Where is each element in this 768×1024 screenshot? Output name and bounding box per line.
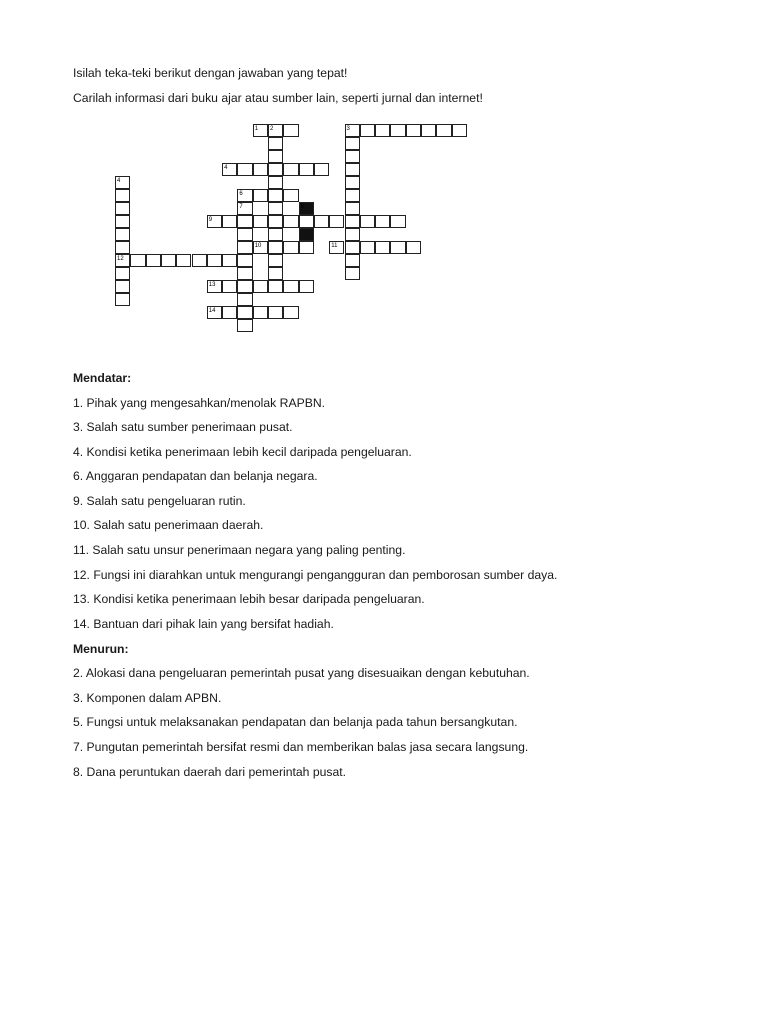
clue-number: 11: [331, 242, 338, 249]
crossword-cell[interactable]: [406, 241, 421, 254]
clue-number: 4: [224, 164, 228, 171]
across-clue: 14. Bantuan dari pihak lain yang bersifat hadiah.: [73, 617, 334, 631]
clue-number: 13: [208, 281, 216, 288]
crossword-cell[interactable]: [314, 163, 329, 176]
clue-number: 10: [254, 242, 262, 249]
crossword-cell[interactable]: [253, 163, 268, 176]
clue-number: 12: [117, 255, 124, 262]
down-heading: Menurun:: [73, 642, 129, 656]
crossword-cell[interactable]: [176, 254, 191, 267]
crossword-cell[interactable]: [253, 306, 268, 319]
across-clue: 12. Fungsi ini diarahkan untuk mengurangi pengangguran dan pemborosan sumber daya.: [73, 568, 558, 582]
crossword-cell[interactable]: [299, 241, 314, 254]
crossword-cell[interactable]: [237, 293, 252, 306]
crossword-cell[interactable]: [115, 202, 130, 215]
crossword-cell[interactable]: [390, 241, 405, 254]
crossword-cell[interactable]: [222, 306, 237, 319]
crossword-cell[interactable]: [406, 124, 421, 137]
across-clue: 10. Salah satu penerimaan daerah.: [73, 518, 264, 532]
crossword-cell[interactable]: [253, 280, 268, 293]
crossword-cell[interactable]: [268, 228, 283, 241]
crossword-cell[interactable]: [375, 124, 390, 137]
crossword-cell[interactable]: [237, 267, 252, 280]
down-clue: 7. Pungutan pemerintah bersifat resmi dan memberikan balas jasa secara langsung.: [73, 740, 529, 754]
crossword-grid: [0, 0, 768, 340]
clue-number: 8: [300, 203, 304, 210]
down-clue: 2. Alokasi dana pengeluaran pemerintah pusat yang disesuaikan dengan kebutuhan.: [73, 666, 530, 680]
crossword-cell[interactable]: [329, 215, 344, 228]
crossword-cell[interactable]: [375, 241, 390, 254]
crossword-cell[interactable]: [268, 176, 283, 189]
crossword-cell[interactable]: [115, 241, 130, 254]
crossword-cell[interactable]: [283, 241, 298, 254]
crossword-cell[interactable]: [345, 189, 360, 202]
instruction-2: Carilah informasi dari buku ajar atau sumber lain, seperti jurnal dan internet!: [73, 91, 483, 105]
across-clue: 6. Anggaran pendapatan dan belanja negara.: [73, 469, 318, 483]
down-clue: 5. Fungsi untuk melaksanakan pendapatan dan belanja pada tahun bersangkutan.: [73, 715, 518, 729]
crossword-cell[interactable]: [390, 215, 405, 228]
clue-number: 9: [208, 216, 213, 223]
crossword-cell[interactable]: [130, 254, 145, 267]
crossword-cell[interactable]: [436, 124, 451, 137]
crossword-cell[interactable]: [237, 319, 252, 332]
across-clue: 9. Salah satu pengeluaran rutin.: [73, 494, 246, 508]
crossword-black-cell: [299, 228, 314, 241]
down-clue: 3. Komponen dalam APBN.: [73, 691, 222, 705]
crossword-cell[interactable]: [268, 189, 283, 202]
crossword-cell[interactable]: [237, 280, 252, 293]
crossword-cell[interactable]: [268, 280, 283, 293]
crossword-cell[interactable]: [268, 137, 283, 150]
clue-number: 2: [270, 125, 274, 132]
crossword-cell[interactable]: [299, 163, 314, 176]
instruction-1: Isilah teka-teki berikut dengan jawaban yang tepat!: [73, 66, 348, 80]
crossword-cell[interactable]: [375, 215, 390, 228]
crossword-cell[interactable]: [115, 228, 130, 241]
clue-number: 14: [208, 307, 216, 314]
clue-number: 6: [239, 190, 243, 197]
crossword-cell[interactable]: [237, 163, 252, 176]
crossword-cell[interactable]: [115, 189, 130, 202]
crossword-cell[interactable]: [268, 163, 283, 176]
crossword-cell[interactable]: [115, 215, 130, 228]
crossword-cell[interactable]: [268, 215, 283, 228]
crossword-cell[interactable]: [345, 150, 360, 163]
crossword-cell[interactable]: [268, 150, 283, 163]
clue-number: 4: [117, 177, 121, 184]
crossword-cell[interactable]: [299, 280, 314, 293]
crossword-cell[interactable]: [452, 124, 467, 137]
crossword-cell[interactable]: [345, 163, 360, 176]
crossword-cell[interactable]: [268, 254, 283, 267]
crossword-cell[interactable]: [345, 267, 360, 280]
crossword-cell[interactable]: [222, 215, 237, 228]
crossword-cell[interactable]: [299, 215, 314, 228]
crossword-cell[interactable]: [207, 254, 222, 267]
crossword-cell[interactable]: [345, 137, 360, 150]
crossword-cell[interactable]: [283, 163, 298, 176]
clue-number: 1: [254, 125, 259, 132]
crossword-cell[interactable]: [237, 306, 252, 319]
crossword-cell[interactable]: [283, 306, 298, 319]
crossword-cell[interactable]: [268, 306, 283, 319]
across-clue: 1. Pihak yang mengesahkan/menolak RAPBN.: [73, 396, 326, 410]
clue-number: 3: [346, 125, 350, 132]
crossword-cell[interactable]: [283, 189, 298, 202]
crossword-cell[interactable]: [253, 215, 268, 228]
across-clue: 11. Salah satu unsur penerimaan negara yang paling penting.: [73, 543, 406, 557]
crossword-cell[interactable]: [268, 267, 283, 280]
crossword-cell[interactable]: [222, 254, 237, 267]
crossword-cell[interactable]: [237, 228, 252, 241]
across-heading: Mendatar:: [73, 371, 132, 385]
crossword-cell[interactable]: [283, 280, 298, 293]
crossword-cell[interactable]: [390, 124, 405, 137]
crossword-cell[interactable]: [146, 254, 161, 267]
crossword-cell[interactable]: [237, 215, 252, 228]
crossword-cell[interactable]: [345, 176, 360, 189]
crossword-cell[interactable]: [115, 267, 130, 280]
crossword-cell[interactable]: [192, 254, 207, 267]
across-clue: 4. Kondisi ketika penerimaan lebih kecil daripada pengeluaran.: [73, 445, 412, 459]
across-clue: 3. Salah satu sumber penerimaan pusat.: [73, 420, 293, 434]
crossword-cell[interactable]: [161, 254, 176, 267]
crossword-cell[interactable]: [345, 215, 360, 228]
crossword-cell[interactable]: [268, 202, 283, 215]
crossword-cell[interactable]: [360, 215, 375, 228]
crossword-cell[interactable]: [283, 215, 298, 228]
crossword-cell[interactable]: [237, 241, 252, 254]
crossword-cell[interactable]: [115, 293, 130, 306]
crossword-cell[interactable]: [222, 280, 237, 293]
crossword-cell[interactable]: [360, 241, 375, 254]
crossword-cell[interactable]: [268, 241, 283, 254]
crossword-cell[interactable]: [283, 124, 298, 137]
across-clue: 13. Kondisi ketika penerimaan lebih besar daripada pengeluaran.: [73, 592, 425, 606]
crossword-cell[interactable]: [345, 254, 360, 267]
crossword-cell[interactable]: [115, 280, 130, 293]
crossword-cell[interactable]: [314, 215, 329, 228]
crossword-cell[interactable]: [253, 189, 268, 202]
crossword-cell[interactable]: [345, 228, 360, 241]
crossword-cell[interactable]: [237, 254, 252, 267]
clue-number: 7: [239, 203, 243, 210]
crossword-cell[interactable]: [345, 241, 360, 254]
crossword-cell[interactable]: [345, 202, 360, 215]
crossword-cell[interactable]: [421, 124, 436, 137]
down-clue: 8. Dana peruntukan daerah dari pemerintah pusat.: [73, 765, 347, 779]
crossword-cell[interactable]: [360, 124, 375, 137]
